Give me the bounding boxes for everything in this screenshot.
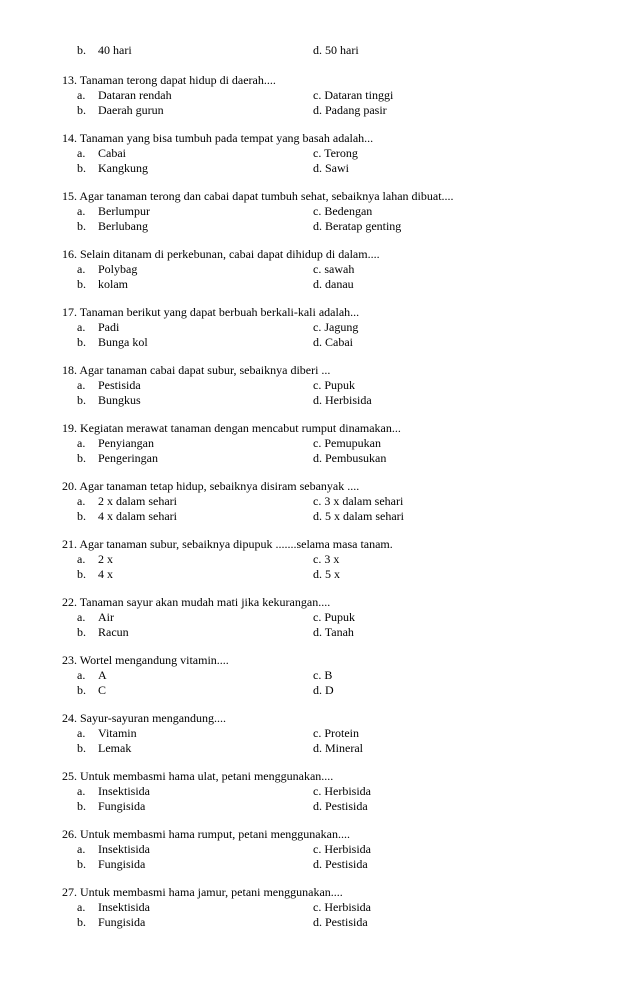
option-letter: a.: [77, 900, 86, 914]
option-b: [77, 857, 145, 872]
question-text: 13. Tanaman terong dapat hidup di daerah....: [62, 73, 276, 87]
options-row-ac: [0, 668, 639, 683]
option-a: [77, 378, 141, 393]
option-letter: b.: [77, 335, 86, 349]
option-text: Pestisida: [98, 378, 141, 392]
option-text: Insektisida: [98, 842, 150, 856]
question-text: 16. Selain ditanam di perkebunan, cabai dapat dihidup di dalam....: [62, 247, 380, 261]
question-item: [0, 421, 639, 466]
options-row-ac: [0, 552, 639, 567]
option-text: Air: [98, 610, 114, 624]
option-a: [77, 88, 172, 103]
option-letter: b.: [77, 451, 86, 465]
option-d: d. Beratap genting: [313, 219, 402, 233]
options-row-ac: [0, 726, 639, 741]
option-c: c. 3 x: [313, 552, 340, 566]
options-row-ac: [0, 436, 639, 451]
option-c: c. Protein: [313, 726, 359, 740]
options-row-bd: [0, 799, 639, 814]
options-row-ac: [0, 494, 639, 509]
options-row-bd: [0, 857, 639, 872]
options-row-bd: [0, 509, 639, 524]
question-text: 15. Agar tanaman terong dan cabai dapat tumbuh sehat, sebaiknya lahan dibuat....: [62, 189, 454, 203]
question-text: 26. Untuk membasmi hama rumput, petani menggunakan....: [62, 827, 350, 841]
option-text: 4 x dalam sehari: [98, 509, 177, 523]
option-letter: b.: [77, 393, 86, 407]
options-row-ac: [0, 784, 639, 799]
option-text: Bunga kol: [98, 335, 148, 349]
option-a: [77, 726, 137, 741]
question-item: [0, 537, 639, 582]
option-text: Polybag: [98, 262, 138, 276]
option-text: Kangkung: [98, 161, 148, 175]
option-letter: b.: [77, 219, 86, 233]
option-a: [77, 900, 150, 915]
options-row-bd: [0, 915, 639, 930]
option-c: c. Bedengan: [313, 204, 373, 218]
options-row-ac: [0, 378, 639, 393]
option-letter: a.: [77, 552, 86, 566]
option-a: [77, 436, 154, 451]
options-row-bd: [0, 741, 639, 756]
option-d: d. Padang pasir: [313, 103, 387, 117]
option-c: c. Pupuk: [313, 610, 355, 624]
option-text: Cabai: [98, 146, 126, 160]
option-letter: b.: [77, 43, 86, 57]
question-text: 24. Sayur-sayuran mengandung....: [62, 711, 227, 725]
option-b: [77, 567, 113, 582]
option-a: [77, 494, 177, 509]
option-c: c. Herbisida: [313, 842, 371, 856]
option-b: [77, 161, 148, 176]
option-text: Pengeringan: [98, 451, 158, 465]
option-d: d. Pestisida: [313, 857, 368, 871]
option-text: A: [98, 668, 107, 682]
option-letter: a.: [77, 784, 86, 798]
question-item: [0, 131, 639, 176]
option-b: [77, 103, 164, 118]
option-letter: a.: [77, 436, 86, 450]
options-row-bd: [0, 277, 639, 292]
question-item: [0, 479, 639, 524]
question-item: [0, 595, 639, 640]
options-row-bd: [0, 161, 639, 176]
options-row-bd: [0, 567, 639, 582]
option-c: c. Terong: [313, 146, 358, 160]
option-letter: a.: [77, 610, 86, 624]
option-letter: a.: [77, 378, 86, 392]
options-row-ac: [0, 146, 639, 161]
options-row-ac: [0, 204, 639, 219]
options-row-bd: [0, 103, 639, 118]
question-text: 20. Agar tanaman tetap hidup, sebaiknya disiram sebanyak ....: [62, 479, 360, 493]
option-letter: b.: [77, 567, 86, 581]
option-text: Racun: [98, 625, 129, 639]
option-text: 40 hari: [98, 43, 132, 57]
option-d: d. Pestisida: [313, 799, 368, 813]
option-a: [77, 146, 126, 161]
option-d: d. 5 x: [313, 567, 340, 581]
option-text: Insektisida: [98, 784, 150, 798]
option-c: c. Herbisida: [313, 784, 371, 798]
options-row-bd: [0, 451, 639, 466]
question-item: [0, 769, 639, 814]
options-row-ac: [0, 900, 639, 915]
options-row-ac: [0, 842, 639, 857]
option-a: [77, 320, 119, 335]
options-row-ac: [0, 320, 639, 335]
options-row-ac: [0, 262, 639, 277]
option-text: Vitamin: [98, 726, 137, 740]
question-item: [0, 73, 639, 118]
question-text: 21. Agar tanaman subur, sebaiknya dipupuk .......selama masa tanam.: [62, 537, 393, 551]
options-row-bd: [0, 335, 639, 350]
option-text: Penyiangan: [98, 436, 154, 450]
question-item: [0, 885, 639, 930]
carryover-options-row: [0, 43, 639, 59]
option-d: d. Tanah: [313, 625, 354, 639]
option-d: d. Pembusukan: [313, 451, 387, 465]
option-a: [77, 610, 114, 625]
option-b: [77, 335, 148, 350]
option-b: [77, 219, 148, 234]
option-letter: a.: [77, 668, 86, 682]
question-text: 27. Untuk membasmi hama jamur, petani menggunakan....: [62, 885, 343, 899]
option-letter: b.: [77, 741, 86, 755]
option-d: d. 50 hari: [313, 43, 359, 57]
options-row-bd: [0, 219, 639, 234]
option-a: [77, 262, 137, 277]
option-d: d. D: [313, 683, 334, 697]
option-a: [77, 784, 150, 799]
option-letter: a.: [77, 726, 86, 740]
option-d: d. Pestisida: [313, 915, 368, 929]
option-text: 2 x: [98, 552, 113, 566]
option-letter: a.: [77, 842, 86, 856]
question-text: 18. Agar tanaman cabai dapat subur, sebaiknya diberi ...: [62, 363, 331, 377]
option-letter: b.: [77, 625, 86, 639]
question-text: 14. Tanaman yang bisa tumbuh pada tempat yang basah adalah...: [62, 131, 374, 145]
question-item: [0, 827, 639, 872]
option-text: Lemak: [98, 741, 132, 755]
question-text: 23. Wortel mengandung vitamin....: [62, 653, 229, 667]
option-a: [77, 668, 107, 683]
question-item: [0, 305, 639, 350]
option-letter: a.: [77, 494, 86, 508]
option-c: c. Dataran tinggi: [313, 88, 394, 102]
option-d: d. 5 x dalam sehari: [313, 509, 404, 523]
option-text: Daerah gurun: [98, 103, 164, 117]
option-letter: b.: [77, 857, 86, 871]
question-item: [0, 247, 639, 292]
option-text: Bungkus: [98, 393, 141, 407]
option-letter: b.: [77, 161, 86, 175]
option-c: c. Herbisida: [313, 900, 371, 914]
question-text: 25. Untuk membasmi hama ulat, petani menggunakan....: [62, 769, 334, 783]
option-b: [77, 451, 158, 466]
option-b: [77, 915, 145, 930]
option-letter: b.: [77, 509, 86, 523]
option-c: c. Pupuk: [313, 378, 355, 392]
option-c: c. Jagung: [313, 320, 359, 334]
option-text: kolam: [98, 277, 128, 291]
option-text: 2 x dalam sehari: [98, 494, 177, 508]
options-row-bd: [0, 683, 639, 698]
option-letter: a.: [77, 262, 86, 276]
option-c: c. sawah: [313, 262, 355, 276]
question-item: [0, 653, 639, 698]
option-text: Padi: [98, 320, 120, 334]
option-b: [77, 625, 129, 640]
question-text: 19. Kegiatan merawat tanaman dengan mencabut rumput dinamakan...: [62, 421, 401, 435]
question-item: [0, 711, 639, 756]
option-text: Fungisida: [98, 857, 146, 871]
option-text: Dataran rendah: [98, 88, 172, 102]
option-letter: a.: [77, 88, 86, 102]
option-letter: a.: [77, 320, 86, 334]
option-c: c. Pemupukan: [313, 436, 381, 450]
option-a: [77, 842, 150, 857]
option-text: Insektisida: [98, 900, 150, 914]
question-text: 17. Tanaman berikut yang dapat berbuah berkali-kali adalah...: [62, 305, 360, 319]
options-row-ac: [0, 610, 639, 625]
option-b: [77, 393, 141, 408]
option-text: Fungisida: [98, 799, 146, 813]
option-a: [77, 552, 113, 567]
options-row-bd: [0, 393, 639, 408]
option-letter: b.: [77, 103, 86, 117]
option-text: Fungisida: [98, 915, 146, 929]
option-d: d. Mineral: [313, 741, 363, 755]
option-d: d. danau: [313, 277, 354, 291]
question-item: [0, 363, 639, 408]
option-letter: b.: [77, 683, 86, 697]
option-letter: b.: [77, 799, 86, 813]
option-d: d. Cabai: [313, 335, 353, 349]
option-text: Berlubang: [98, 219, 148, 233]
option-text: 4 x: [98, 567, 113, 581]
option-letter: b.: [77, 277, 86, 291]
option-c: c. B: [313, 668, 333, 682]
option-letter: b.: [77, 915, 86, 929]
options-row-ac: [0, 88, 639, 103]
option-d: d. Sawi: [313, 161, 349, 175]
option-b: [77, 509, 177, 524]
option-c: c. 3 x dalam sehari: [313, 494, 404, 508]
option-letter: a.: [77, 204, 86, 218]
option-text: C: [98, 683, 107, 697]
option-b: [77, 683, 106, 698]
option-d: d. Herbisida: [313, 393, 372, 407]
option-b: [77, 43, 132, 58]
option-b: [77, 741, 131, 756]
option-letter: a.: [77, 146, 86, 160]
options-row-bd: [0, 625, 639, 640]
option-b: [77, 277, 128, 292]
option-text: Berlumpur: [98, 204, 150, 218]
question-item: [0, 189, 639, 234]
option-b: [77, 799, 145, 814]
question-text: 22. Tanaman sayur akan mudah mati jika kekurangan....: [62, 595, 331, 609]
option-a: [77, 204, 150, 219]
